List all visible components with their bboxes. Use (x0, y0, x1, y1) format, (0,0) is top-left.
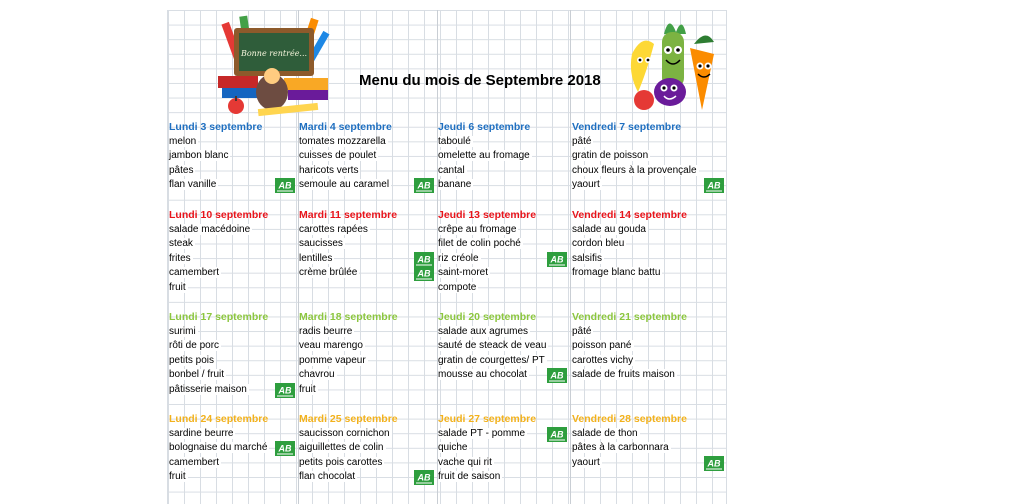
menu-item: salade de thon (572, 427, 638, 439)
school-supplies-clipart (214, 14, 336, 118)
organic-ab-logo-icon (414, 266, 434, 281)
menu-item: melon (169, 135, 197, 147)
menu-item: petits pois carottes (299, 456, 383, 468)
menu-item: cantal (438, 164, 465, 176)
organic-ab-logo-icon (414, 178, 434, 193)
menu-item: compote (438, 282, 477, 293)
day-heading: Lundi 10 septembre (169, 209, 269, 221)
menu-item: pomme vapeur (299, 354, 366, 366)
organic-ab-logo-text: AB (707, 458, 721, 469)
organic-ab-logo-icon (414, 470, 434, 485)
organic-ab-logo-text: AB (417, 472, 431, 483)
menu-item: omelette au fromage (438, 150, 530, 162)
day-heading: Mardi 18 septembre (299, 311, 398, 323)
menu-item: sardine beurre (169, 427, 234, 439)
menu-item: gratin de courgettes/ PT (438, 354, 545, 366)
day-heading: Lundi 17 septembre (169, 311, 269, 323)
menu-item: salade de fruits maison (572, 369, 675, 381)
menu-item: petits pois (169, 354, 215, 366)
menu-item: fruit de saison (438, 471, 501, 483)
menu-item: fruit (169, 471, 186, 483)
menu-item: yaourt (572, 179, 600, 191)
day-heading: Lundi 24 septembre (169, 413, 269, 425)
organic-ab-logo-icon (414, 252, 434, 267)
menu-item: carottes vichy (572, 354, 634, 366)
organic-ab-logo-text: AB (550, 254, 564, 265)
organic-ab-logo-text: AB (550, 429, 564, 440)
menu-item: quiche (438, 442, 468, 454)
menu-item: flan vanille (169, 179, 217, 191)
organic-ab-logo-icon (704, 178, 724, 193)
menu-item: taboulé (438, 135, 471, 147)
page-title: Menu du mois de Septembre 2018 (359, 72, 601, 89)
menu-item: salade aux agrumes (438, 325, 529, 337)
menu-item: cuisses de poulet (299, 150, 377, 162)
menu-item: fruit (169, 282, 186, 293)
menu-item: lentilles (299, 252, 333, 264)
organic-ab-logo-text: AB (550, 370, 564, 381)
menu-item: riz créole (438, 252, 479, 264)
organic-ab-logo-text: AB (278, 443, 292, 454)
organic-ab-logo-icon (547, 252, 567, 267)
menu-item: gratin de poisson (572, 150, 649, 162)
menu-item: chavrou (299, 369, 335, 381)
chalkboard-text: Bonne rentrée... (240, 49, 308, 58)
menu-item: radis beurre (299, 325, 353, 337)
menu-item: bonbel / fruit (169, 369, 225, 381)
day-heading: Jeudi 27 septembre (438, 413, 537, 425)
menu-item: aiguillettes de colin (299, 442, 384, 454)
menu-item: cordon bleu (572, 238, 625, 250)
menu-item: frites (169, 252, 191, 264)
day-heading: Jeudi 13 septembre (438, 209, 537, 221)
menu-item: salade macédoine (169, 223, 251, 235)
organic-ab-logo-icon (547, 427, 567, 442)
organic-ab-logo-text: AB (278, 180, 292, 191)
menu-item: saucisses (299, 238, 343, 250)
organic-ab-logo-text: AB (707, 180, 721, 191)
menu-item: jambon blanc (169, 150, 229, 162)
menu-item: salade au gouda (572, 223, 646, 235)
menu-item: vache qui rit (438, 456, 492, 468)
menu-item: yaourt (572, 456, 600, 468)
menu-item: fruit (299, 384, 316, 395)
menu-item: banane (438, 179, 472, 191)
day-heading: Mardi 4 septembre (299, 121, 392, 133)
day-heading: Jeudi 6 septembre (438, 121, 531, 133)
menu-item: flan chocolat (299, 471, 356, 483)
menu-item: semoule au caramel (299, 179, 390, 191)
menu-item: tomates mozzarella (299, 135, 386, 147)
day-heading: Mardi 11 septembre (299, 209, 398, 221)
organic-ab-logo-icon (704, 456, 724, 471)
menu-item: pâtisserie maison (169, 384, 247, 395)
menu-item: haricots verts (299, 164, 359, 176)
day-heading: Jeudi 20 septembre (438, 311, 537, 323)
organic-ab-logo-icon (547, 368, 567, 383)
organic-ab-logo-text: AB (278, 385, 292, 396)
organic-ab-logo-icon (275, 178, 295, 193)
organic-ab-logo-text: AB (417, 180, 431, 191)
menu-item: fromage blanc battu (572, 267, 661, 279)
menu-item: veau marengo (299, 340, 363, 352)
menu-item: saucisson cornichon (299, 427, 390, 439)
menu-item: salsifis (572, 252, 603, 264)
menu-item: carottes rapées (299, 223, 368, 235)
organic-ab-logo-text: AB (417, 254, 431, 265)
organic-ab-logo-icon (275, 441, 295, 456)
menu-item: pâté (572, 325, 592, 337)
menu-item: steak (169, 238, 193, 250)
menu-item: rôti de porc (169, 340, 220, 352)
day-heading: Lundi 3 septembre (169, 121, 263, 133)
menu-item: salade PT - pomme (438, 427, 526, 439)
menu-item: filet de colin poché (438, 238, 521, 250)
menu-item: surimi (169, 325, 196, 337)
day-heading: Vendredi 21 septembre (572, 311, 687, 323)
day-heading: Vendredi 28 septembre (572, 413, 687, 425)
menu-item: choux fleurs à la provençale (572, 164, 697, 176)
day-heading: Vendredi 14 septembre (572, 209, 687, 221)
menu-item: sauté de steack de veau (438, 340, 547, 352)
menu-item: camembert (169, 456, 220, 468)
menu-item: mousse au chocolat (438, 369, 527, 381)
menu-item: pâtes (169, 164, 194, 176)
menu-item: poisson pané (572, 340, 632, 352)
menu-item: crème brûlée (299, 267, 358, 279)
day-heading: Vendredi 7 septembre (572, 121, 682, 133)
day-heading: Mardi 25 septembre (299, 413, 398, 425)
menu-item: saint-moret (438, 267, 489, 279)
menu-item: camembert (169, 267, 220, 279)
menu-item: pâtes à la carbonnara (572, 442, 669, 454)
vegetables-clipart (624, 14, 724, 114)
organic-ab-logo-text: AB (417, 268, 431, 279)
organic-ab-logo-icon (275, 383, 295, 398)
menu-item: pâté (572, 135, 592, 147)
menu-item: bolognaise du marché (169, 442, 268, 454)
menu-item: crêpe au fromage (438, 223, 517, 235)
